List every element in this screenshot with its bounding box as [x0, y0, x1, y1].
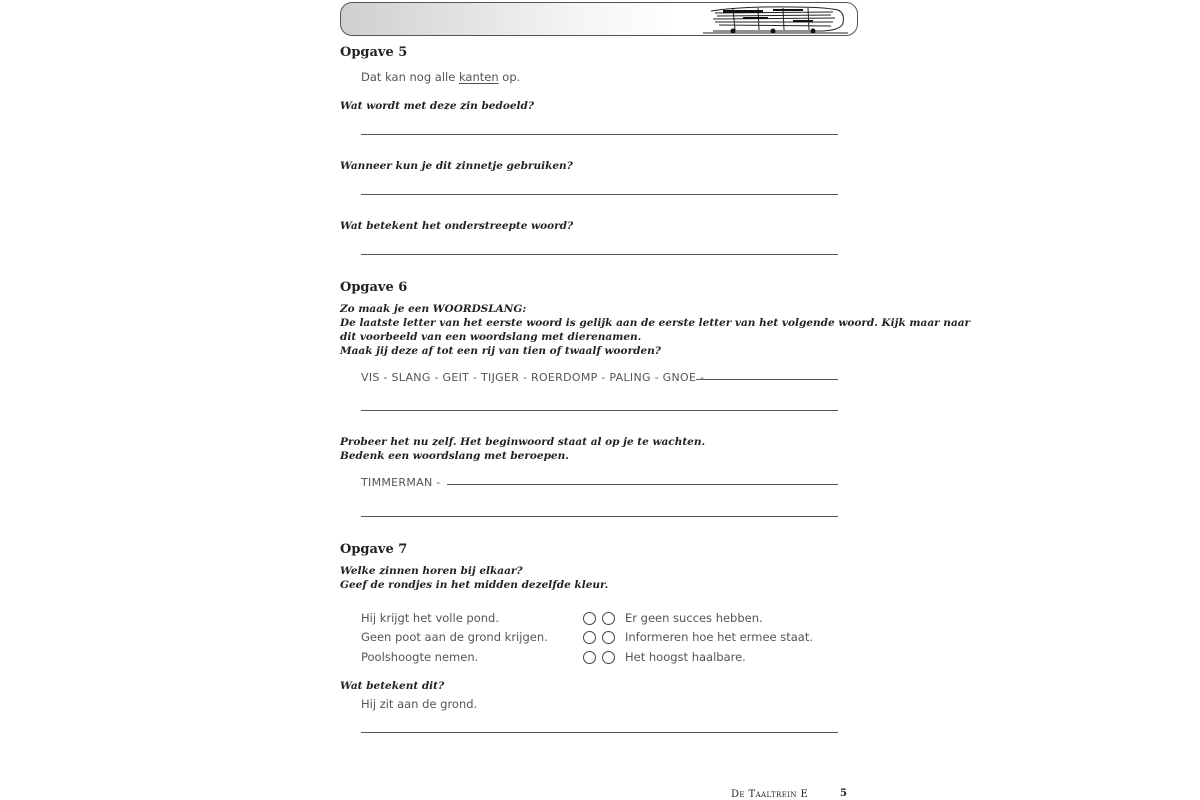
opgave-6-instruction-5: Probeer het nu zelf. Het beginwoord staat al op je te wachten.: [340, 436, 706, 448]
match-circle-left-2[interactable]: [583, 631, 596, 644]
footer-book-title: De Taaltrein E: [731, 789, 809, 800]
header-banner: [340, 2, 858, 36]
answer-line-7-1[interactable]: [361, 732, 838, 733]
opgave-7-instruction-2: Geef de rondjes in het midden dezelfde kleur.: [340, 579, 609, 591]
sentence-after: op.: [498, 70, 521, 84]
opgave-6-instruction-1: Zo maak je een WOORDSLANG:: [340, 303, 527, 315]
match-left-item-2: Geen poot aan de grond krijgen.: [361, 630, 548, 644]
opgave-7-heading: Opgave 7: [340, 542, 408, 557]
train-illustration: [703, 3, 853, 35]
match-right-item-1: Er geen succes hebben.: [625, 611, 763, 625]
sentence-before: Dat kan nog alle: [361, 70, 459, 84]
answer-line-6-1[interactable]: [696, 379, 838, 380]
opgave-7-sentence: Hij zit aan de grond.: [361, 697, 478, 711]
match-left-item-3: Poolshoogte nemen.: [361, 650, 479, 664]
match-left-item-1: Hij krijgt het volle pond.: [361, 611, 500, 625]
opgave-5-question-2: Wanneer kun je dit zinnetje gebruiken?: [340, 160, 573, 172]
opgave-7-instruction-1: Welke zinnen horen bij elkaar?: [340, 565, 523, 577]
opgave-6-heading: Opgave 6: [340, 280, 408, 295]
answer-line-5-3[interactable]: [361, 254, 838, 255]
underlined-word: kanten: [458, 70, 499, 84]
woordslang-example: VIS - SLANG - GEIT - TIJGER - ROERDOMP - PALING - GNOE -: [361, 371, 705, 384]
answer-line-6-2[interactable]: [361, 410, 838, 411]
match-circle-right-1[interactable]: [602, 612, 615, 625]
opgave-5-sentence: [361, 70, 520, 84]
match-circle-right-3[interactable]: [602, 651, 615, 664]
match-right-item-3: Het hoogst haalbare.: [625, 650, 746, 664]
opgave-5-question-1: Wat wordt met deze zin bedoeld?: [340, 100, 534, 112]
match-circle-left-1[interactable]: [583, 612, 596, 625]
woordslang-start-word: TIMMERMAN -: [361, 476, 441, 489]
answer-line-6-3[interactable]: [447, 484, 838, 485]
match-circle-right-2[interactable]: [602, 631, 615, 644]
match-right-item-2: Informeren hoe het ermee staat.: [625, 630, 814, 644]
answer-line-6-4[interactable]: [361, 516, 838, 517]
opgave-6-instruction-3: dit voorbeeld van een woordslang met dierenamen.: [340, 331, 642, 343]
opgave-5-question-3: Wat betekent het onderstreepte woord?: [340, 220, 574, 232]
answer-line-5-2[interactable]: [361, 194, 838, 195]
opgave-6-instruction-6: Bedenk een woordslang met beroepen.: [340, 450, 569, 462]
footer-page-number: 5: [840, 788, 847, 799]
match-circle-left-3[interactable]: [583, 651, 596, 664]
opgave-6-instruction-2: De laatste letter van het eerste woord is gelijk aan de eerste letter van het volgende woord. Kijk maar naar: [340, 317, 971, 329]
opgave-7-question: Wat betekent dit?: [340, 680, 445, 692]
answer-line-5-1[interactable]: [361, 134, 838, 135]
opgave-5-heading: Opgave 5: [340, 45, 408, 60]
opgave-6-instruction-4: Maak jij deze af tot een rij van tien of twaalf woorden?: [340, 345, 661, 357]
